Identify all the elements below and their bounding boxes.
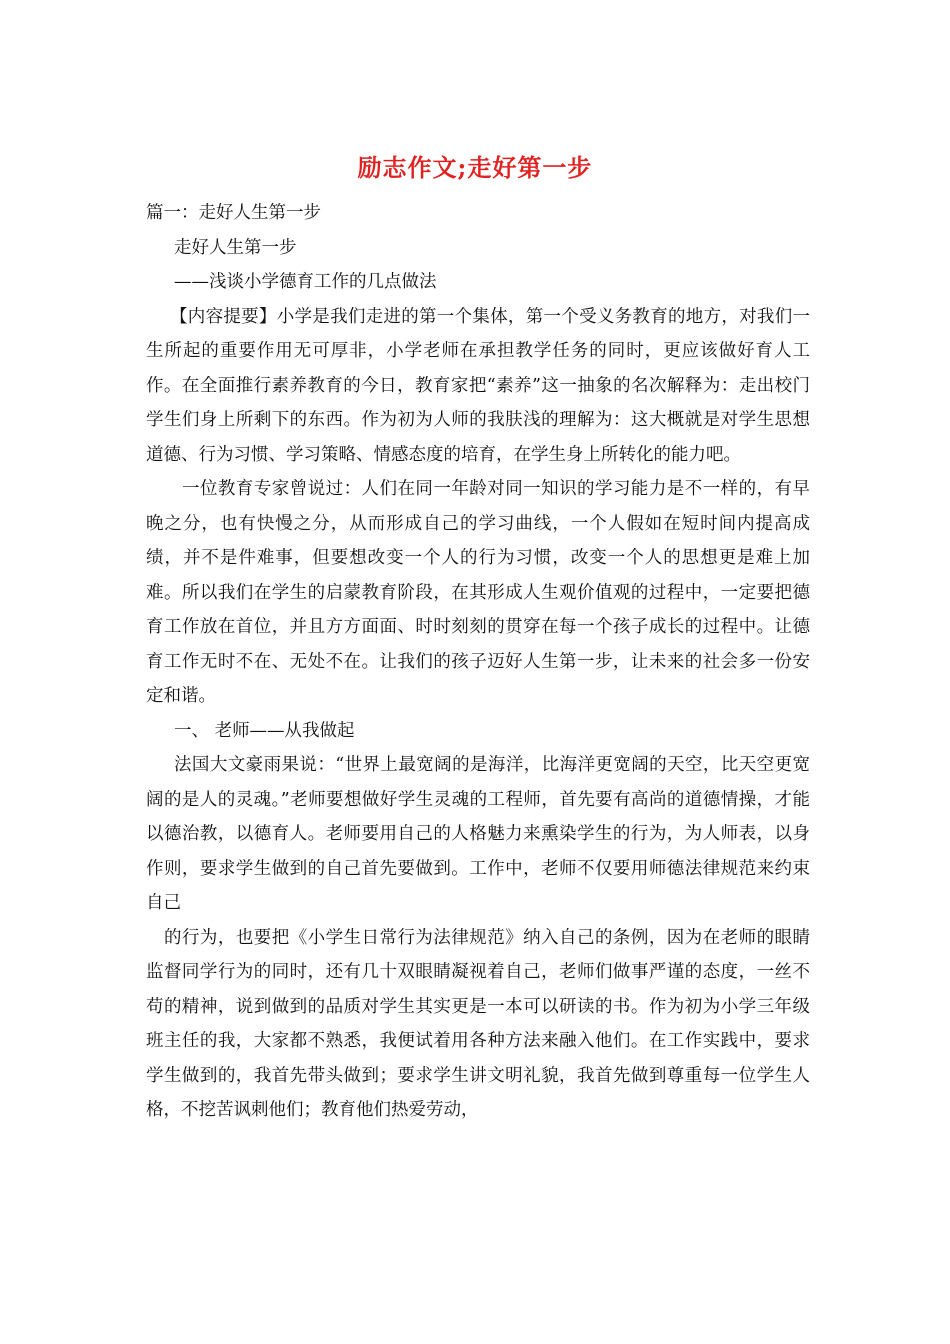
section-paragraph: 法国大文豪雨果说：“世界上最宽阔的是海洋，比海洋更宽阔的天空，比天空更宽阔的是人的灵魂。”老师要想做好学生灵魂的工程师，首先要有高尚的道德情操，才能以德治教，以德育人。老师要用自己的人格魅力来熏染学生的行为，为人师表，以身作则，要求学生做到的自己首先要做到。工作中，老师不仅要用师德法律规范来约束自己: [146, 755, 810, 913]
abstract-paragraph: 【内容提要】小学是我们走进的第一个集体，第一个受义务教育的地方，对我们一生所起的重要作用无可厚非，小学老师在承担教学任务的同时，更应该做好育人工作。在全面推行素养教育的今日，教育家把“素养”这一抽象的名次解释为：走出校门学生们身上所剩下的东西。作为初为人师的我肤浅的理解为：这大概就是对学生思想道德、行为习惯、学习策略、情感态度的培育，在学生身上所转化的能力吧。: [146, 306, 810, 465]
document-body: [146, 196, 810, 1128]
article-subtitle: ——浅谈小学德育工作的几点做法: [174, 272, 437, 292]
document-title: 励志作文;走好第一步: [357, 153, 593, 182]
section-paragraph: 的行为，也要把《小学生日常行为法律规范》纳入自己的条例，因为在老师的眼睛监督同学行为的同时，还有几十双眼睛凝视着自己，老师们做事严谨的态度，一丝不苟的精神，说到做到的品质对学生其实更是一本可以研读的书。作为初为小学三年级班主任的我，大家都不熟悉，我便试着用各种方法来融入他们。在工作实践中，要求学生做到的，我首先带头做到；要求学生讲文明礼貌，我首先做到尊重每一位学生人格，不挖苦讽刺他们；教育他们热爱劳动，: [146, 927, 810, 1120]
part-heading: 篇一：走好人生第一步: [146, 203, 321, 223]
article-title: 走好人生第一步: [174, 237, 297, 258]
section-heading: 一、 老师——从我做起: [174, 720, 355, 741]
body-paragraph: 一位教育专家曾说过：人们在同一年龄对同一知识的学习能力是不一样的，有早晚之分，也有快慢之分，从而形成自己的学习曲线，一个人假如在短时间内提高成绩，并不是件难事，但要想改变一个人的行为习惯，改变一个人的思想更是难上加难。所以我们在学生的启蒙教育阶段，在其形成人生观价值观的过程中，一定要把德育工作放在首位，并且方方面面、时时刻刻的贯穿在每一个孩子成长的过程中。让德育工作无时不在、无处不在。让我们的孩子迈好人生第一步，让未来的社会多一份安定和谐。: [146, 479, 810, 706]
